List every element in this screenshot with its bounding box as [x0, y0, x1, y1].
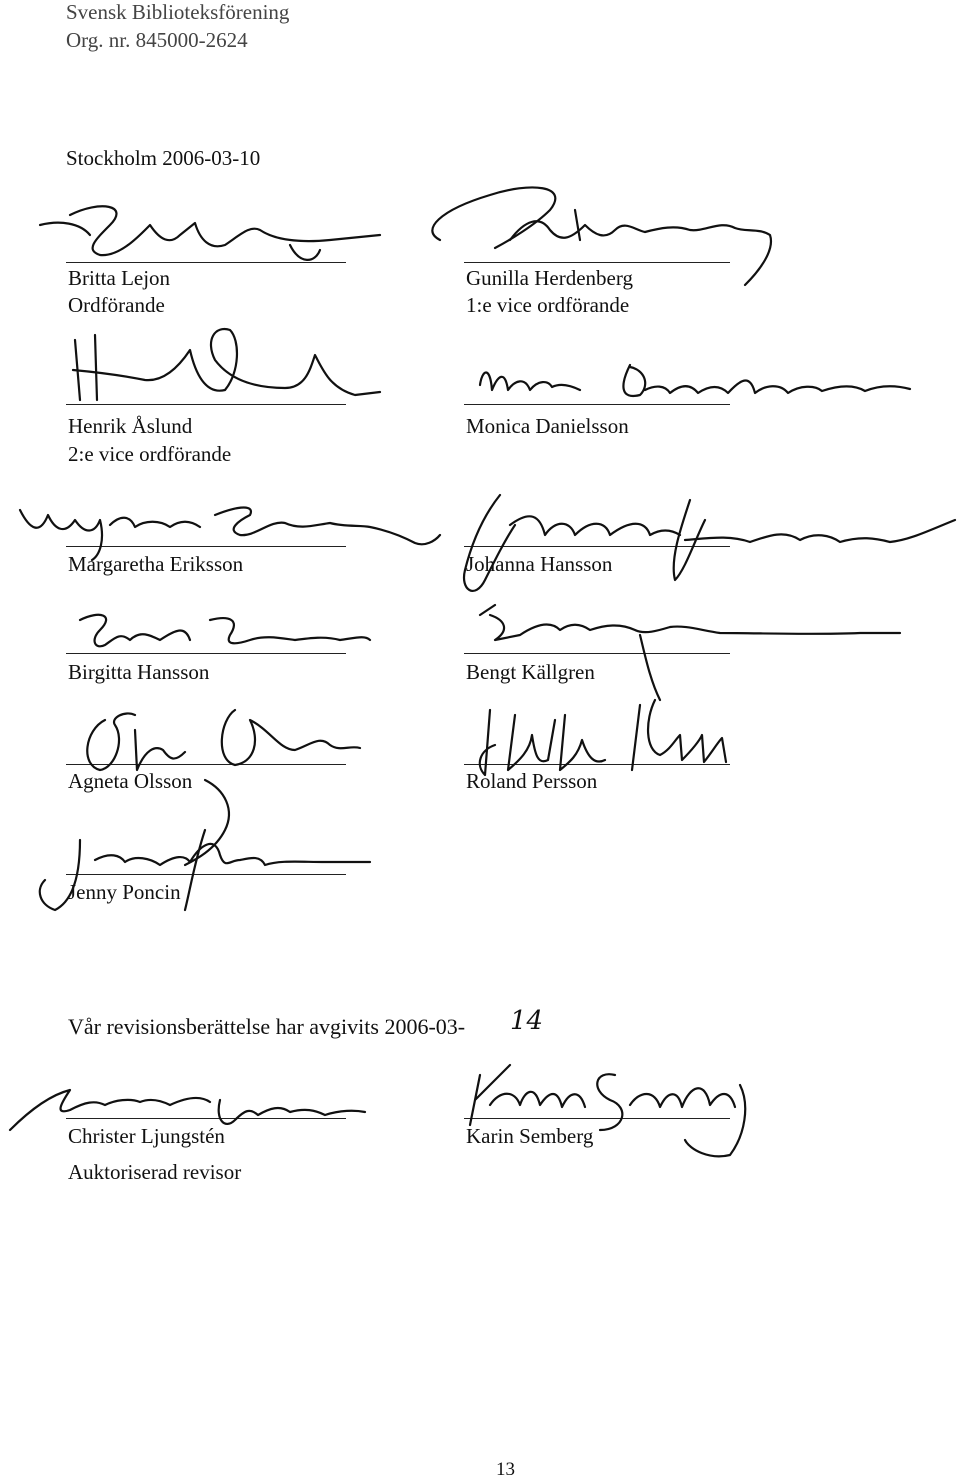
auditor-role: Auktoriserad revisor [68, 1160, 242, 1184]
signatory-name: Bengt Källgren [466, 660, 595, 684]
place-date: Stockholm 2006-03-10 [66, 146, 261, 170]
signatory-name: Jenny Poncin [68, 880, 181, 904]
signatory-name: Monica Danielsson [466, 414, 629, 438]
signatory-role: 1:e vice ordförande [466, 293, 630, 317]
signatory-name: Agneta Olsson [68, 769, 193, 793]
signatory-name: Gunilla Herdenberg [466, 266, 633, 290]
signature-johanna-hansson [430, 480, 960, 600]
auditor-name: Karin Semberg [466, 1124, 594, 1148]
signature-jenny-poncin [25, 800, 375, 920]
signatory-name: Johanna Hansson [466, 552, 613, 576]
signatory-name: Britta Lejon [68, 266, 171, 290]
audit-statement: Vår revisionsberättelse har avgivits 2006-03- [68, 1014, 466, 1039]
signature-henrik-aslund [55, 310, 385, 410]
signature-christer-ljungsten [0, 1070, 380, 1160]
signatory-name: Birgitta Hansson [68, 660, 210, 684]
auditor-name: Christer Ljungstén [68, 1124, 225, 1148]
signature-roland-persson [460, 680, 780, 793]
signatory-name: Roland Persson [466, 769, 598, 793]
organization-name: Svensk Biblioteksförening [66, 0, 290, 24]
signatory-role: Ordförande [68, 293, 165, 317]
signature-birgitta-hansson [60, 600, 380, 670]
signature-monica-danielsson [470, 355, 950, 415]
signature-karin-semberg [440, 1045, 760, 1165]
signatory-name: Henrik Åslund [68, 414, 193, 438]
page-number: 13 [496, 1459, 515, 1480]
signature-britta-lejon [30, 195, 400, 275]
signatory-role: 2:e vice ordförande [68, 442, 232, 466]
signature-gunilla-herdenberg [400, 170, 800, 300]
organization-number: Org. nr. 845000-2624 [66, 28, 248, 52]
signature-margaretha-eriksson [0, 485, 460, 575]
signatory-name: Margaretha Eriksson [68, 552, 244, 576]
audit-day-handwritten: 14 [510, 1006, 544, 1036]
